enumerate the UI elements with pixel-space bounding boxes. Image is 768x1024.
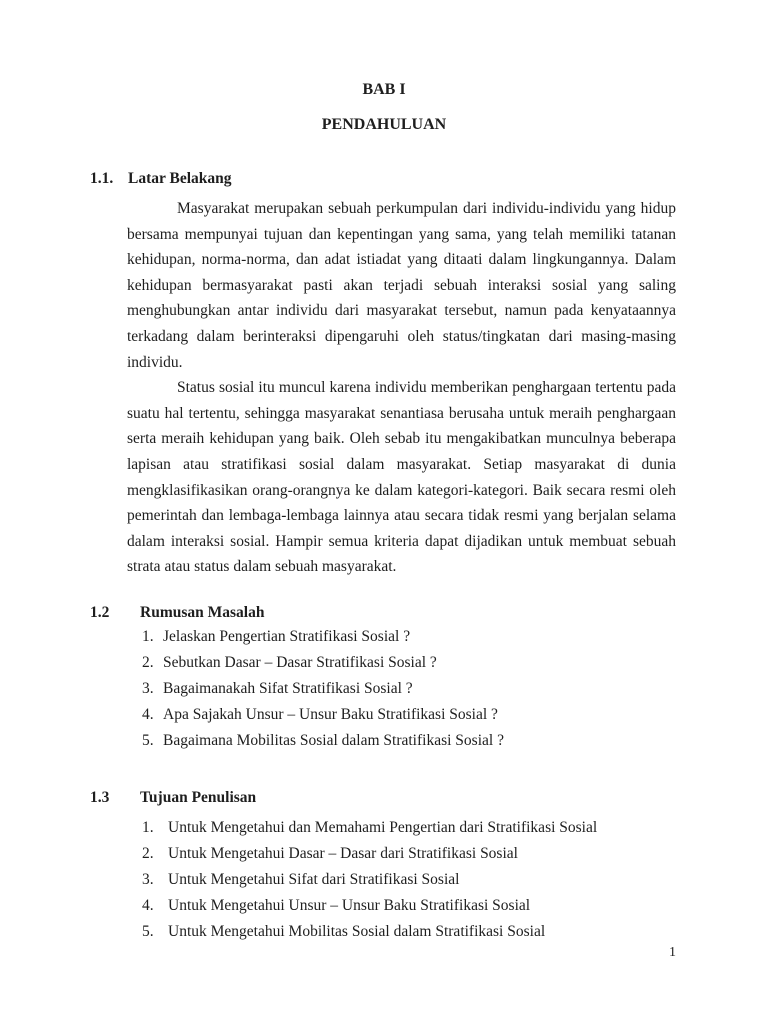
list-item-text: Untuk Mengetahui dan Memahami Pengertian dari Stratifikasi Sosial xyxy=(168,819,598,836)
list-item-number: 3. xyxy=(142,871,154,888)
section-body xyxy=(127,196,676,580)
section-tujuan-penulisan xyxy=(90,789,676,945)
list-item-number: 1. xyxy=(142,628,154,645)
section-latar-belakang xyxy=(90,170,676,580)
list-item xyxy=(142,867,676,893)
question-list xyxy=(142,624,676,754)
section-heading-row xyxy=(90,170,676,187)
list-item-number: 3. xyxy=(142,680,154,697)
list-item-number: 2. xyxy=(142,654,154,671)
section-heading: Tujuan Penulisan xyxy=(140,789,257,806)
list-item xyxy=(142,919,676,945)
list-item xyxy=(142,702,676,728)
chapter-subtitle: PENDAHULUAN xyxy=(321,116,447,133)
list-item-text: Sebutkan Dasar – Dasar Stratifikasi Sosial ? xyxy=(163,654,437,671)
list-item-number: 5. xyxy=(142,923,154,940)
list-item xyxy=(142,815,676,841)
chapter-title: BAB I xyxy=(362,81,406,98)
list-item-text: Jelaskan Pengertian Stratifikasi Sosial ? xyxy=(163,628,411,645)
list-item-text: Untuk Mengetahui Mobilitas Sosial dalam Stratifikasi Sosial xyxy=(168,923,546,940)
chapter-title-block xyxy=(0,81,768,133)
list-item-number: 4. xyxy=(142,706,154,723)
section-rumusan-masalah xyxy=(90,604,676,754)
list-item-number: 5. xyxy=(142,732,154,749)
list-item-text: Untuk Mengetahui Dasar – Dasar dari Stratifikasi Sosial xyxy=(168,845,518,862)
list-item-text: Bagaimana Mobilitas Sosial dalam Stratifikasi Sosial ? xyxy=(163,732,504,749)
section-heading-row xyxy=(90,604,676,621)
section-number: 1.3 xyxy=(90,789,110,806)
list-item-text: Untuk Mengetahui Unsur – Unsur Baku Stratifikasi Sosial xyxy=(168,897,531,914)
section-number: 1.2 xyxy=(90,604,110,621)
list-item xyxy=(142,841,676,867)
list-item xyxy=(142,893,676,919)
list-item-number: 2. xyxy=(142,845,154,862)
list-item-number: 4. xyxy=(142,897,154,914)
list-item xyxy=(142,676,676,702)
section-number: 1.1. xyxy=(90,170,114,187)
section-heading-row xyxy=(90,789,676,806)
list-item-text: Bagaimanakah Sifat Stratifikasi Sosial ? xyxy=(163,680,413,697)
paragraph: Masyarakat merupakan sebuah perkumpulan dari individu-individu yang hidup bersama mempunyai tujuan dan kepentingan yang sama, yang telah memiliki tatanan kehidupan, norma-norma, dan adat istiadat yang ditaati dalam lingkungannya. Dalam kehidupan bermasyarakat pasti akan terjadi sebuah interaksi sosial yang saling menghubungkan antar individu dari masyarakat tersebut, namun pada kenyataannya terkadang dalam berinteraksi dipengaruhi oleh status/tingkatan dari masing-masing individu. xyxy=(127,200,676,371)
list-item-text: Untuk Mengetahui Sifat dari Stratifikasi Sosial xyxy=(168,871,460,888)
paragraph: Status sosial itu muncul karena individu memberikan penghargaan tertentu pada suatu hal tertentu, sehingga masyarakat senantiasa berusaha untuk meraih penghargaan serta meraih kehidupan yang baik. Oleh sebab itu mengakibatkan munculnya beberapa lapisan atau stratifikasi sosial dalam masyarakat. Setiap masyarakat di dunia mengklasifikasikan orang-orangnya ke dalam kategori-kategori. Baik secara resmi oleh pemerintah dan lembaga-lembaga lainnya atau secara tidak resmi yang berjalan selama dalam interaksi sosial. Hampir semua kriteria dapat dijadikan untuk membuat sebuah strata atau status dalam sebuah masyarakat. xyxy=(127,379,676,576)
list-item-number: 1. xyxy=(142,819,154,836)
list-item xyxy=(142,650,676,676)
list-item xyxy=(142,728,676,754)
page-number: 1 xyxy=(669,945,676,960)
section-heading: Rumusan Masalah xyxy=(140,604,265,621)
goal-list xyxy=(142,815,676,945)
section-heading: Latar Belakang xyxy=(128,170,232,187)
list-item xyxy=(142,624,676,650)
list-item-text: Apa Sajakah Unsur – Unsur Baku Stratifikasi Sosial ? xyxy=(163,706,498,723)
